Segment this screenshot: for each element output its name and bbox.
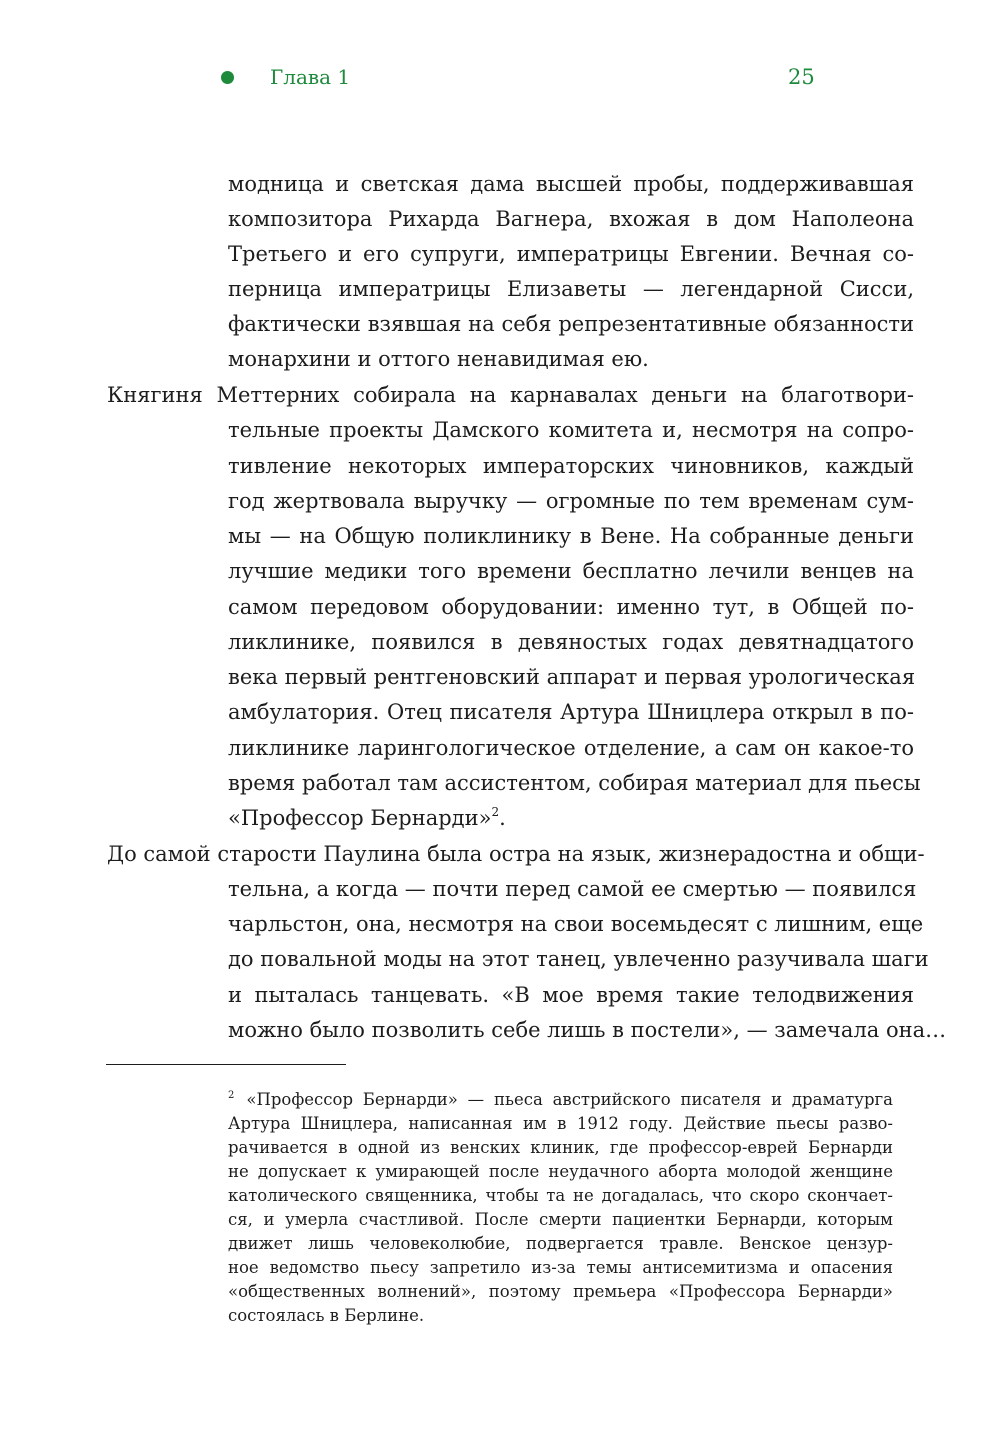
text-line: год жертвовала выручку — огромные по тем временам сум- xyxy=(228,489,914,513)
text-line: амбулатория. Отец писателя Артура Шницлера открыл в по- xyxy=(228,700,914,724)
footnote-line: «общественных волнений», поэтому премьера «Профессора Бернарди» xyxy=(228,1282,893,1301)
text-line: Княгиня Меттерних собирала на карнавалах деньги на благотвори- xyxy=(107,383,914,407)
text-line: ликлинике ларингологическое отделение, а сам он какое-то xyxy=(228,736,914,760)
running-header xyxy=(0,62,1000,92)
text-line: модница и светская дама высшей пробы, поддерживавшая xyxy=(228,172,914,196)
footnote-divider xyxy=(106,1064,346,1065)
text-line: можно было позволить себе лишь в постели», — замечала она… xyxy=(228,1018,947,1042)
footnote-line: движет лишь человеколюбие, подвергается травле. Венское цензур- xyxy=(228,1234,893,1253)
text-line: фактически взявшая на себя репрезентативные обязанности xyxy=(228,312,914,336)
footnote-reference[interactable]: 2 xyxy=(491,805,500,819)
footnote-line: не допускает к умирающей после неудачного аборта молодой женщине xyxy=(228,1162,893,1181)
quoted-title: «Профессор Бернарди» xyxy=(228,806,492,830)
text-line: ликлинике, появился в девяностых годах девятнадцатого xyxy=(228,630,914,654)
text-line: самом передовом оборудовании: именно тут, в Общей по- xyxy=(228,595,914,619)
text-line: тельна, а когда — почти перед самой ее смертью — появился xyxy=(228,877,917,901)
text-line: перница императрицы Елизаветы — легендарной Сисси, xyxy=(228,277,914,301)
text-line: до повальной моды на этот танец, увлеченно разучивала шаги xyxy=(228,947,929,971)
chapter-bullet-icon xyxy=(221,71,234,84)
footnote-number: 2 xyxy=(228,1090,235,1101)
footnote-line: католического священника, чтобы та не догадалась, что скоро скончает- xyxy=(228,1186,893,1205)
chapter-title: Глава 1 xyxy=(270,65,351,89)
footnote-line: ное ведомство пьесу запретило из-за темы антисемитизма и опасения xyxy=(228,1258,893,1277)
footnote-line: рачивается в одной из венских клиник, где профессор-еврей Бернарди xyxy=(228,1138,893,1157)
text-line: До самой старости Паулина была остра на язык, жизнерадостна и общи- xyxy=(107,842,925,866)
text-line: тельные проекты Дамского комитета и, несмотря на сопро- xyxy=(228,418,914,442)
text-line: монархини и оттого ненавидимая ею. xyxy=(228,347,649,371)
text-line: мы — на Общую поликлинику в Вене. На собранные деньги xyxy=(228,524,914,548)
page-number: 25 xyxy=(788,65,815,89)
text-line: века первый рентгеновский аппарат и первая урологическая xyxy=(228,665,916,689)
text-line: и пыталась танцевать. «В мое время такие телодвижения xyxy=(228,983,914,1007)
footnote-line xyxy=(228,1088,893,1112)
footnote-line: Артура Шницлера, написанная им в 1912 году. Действие пьесы разво- xyxy=(228,1114,893,1133)
sentence-end: . xyxy=(499,806,506,830)
text-line: композитора Рихарда Вагнера, вхожая в дом Наполеона xyxy=(228,207,914,231)
footnote-line: состоялась в Берлине. xyxy=(228,1306,425,1325)
footnote-line: ся, и умерла счастливой. После смерти пациентки Бернарди, которым xyxy=(228,1210,893,1229)
footnote-text: «Профессор Бернарди» — пьеса австрийского писателя и драматурга xyxy=(246,1090,893,1109)
text-line: тивление некоторых императорских чиновников, каждый xyxy=(228,454,914,478)
text-line xyxy=(228,803,914,833)
text-line: Третьего и его супруги, императрицы Евгении. Вечная со- xyxy=(228,242,914,266)
text-line: время работал там ассистентом, собирая материал для пьесы xyxy=(228,771,921,795)
text-line: чарльстон, она, несмотря на свои восемьдесят с лишним, еще xyxy=(228,912,924,936)
text-line: лучшие медики того времени бесплатно лечили венцев на xyxy=(228,559,914,583)
